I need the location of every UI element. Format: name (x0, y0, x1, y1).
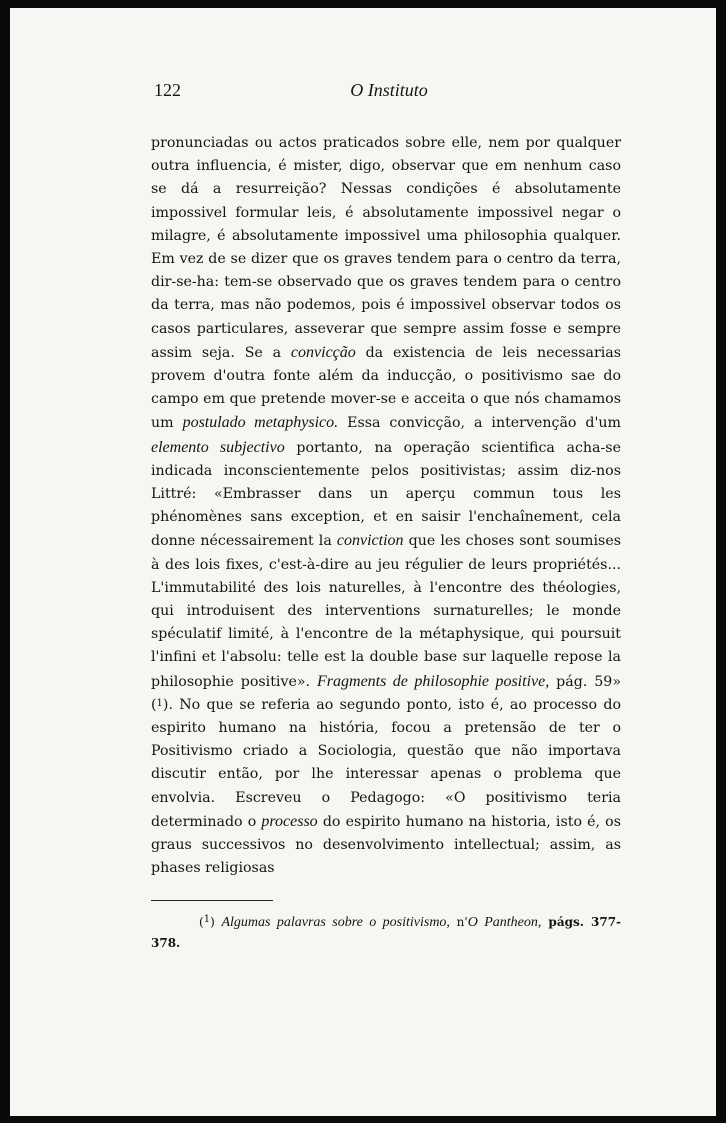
footnote-marker-number: 1 (203, 914, 211, 925)
footnote (151, 912, 621, 953)
footnote-text: n' (449, 915, 468, 929)
italic-term: postulado metaphysico. (182, 414, 339, 432)
body-paragraph (151, 132, 621, 881)
text-run: ). No que se referia ao segundo ponto, isto é, ao processo do espirito humano na história, focou a pretensão de ter o Positivismo criado a Sociologia, questão que não importava discutir então, por lhe interessar apenas o problema que envolvia. Escreveu o Pedagogo: «O positivismo teria determinado o (151, 696, 621, 830)
italic-term: processo (261, 812, 318, 830)
text-run: Essa convicção, a intervenção d'um (338, 415, 621, 432)
header-title: O Instituto (350, 80, 428, 100)
text-run: pronunciadas ou actos praticados sobre elle, nem por qualquer outra influencia, é mister, digo, observar que em nenhum caso se dá a resurreição? Nessas condições é absolutamente impossivel formular leis, é absolutamente impossivel negar o milagre, é absolutamente impossivel uma philosophia qualquer. Em vez de se dizer que os graves tendem para o centro da terra, dir-se-ha: tem-se observado que os graves tendem para o centro da terra, mas não podemos, pois é impossivel observar todos os casos particulares, asseverar que sempre assim fosse e sempre assim seja. Se a (151, 135, 621, 361)
text-run: da existencia de leis necessarias provem d'outra fonte além da inducção, o positivismo sae do campo em que pretende mover-se e acceita o que nós chamamos um (151, 344, 622, 432)
footnote-pages: págs. 377-378. (151, 915, 622, 950)
text-run: pág. 59» ( (151, 673, 621, 713)
footnote-marker-close: ) (210, 915, 222, 929)
text-run: que les choses sont soumises à des lois fixes, c'est-à-dire au jeu régulier de leurs propriétés... L'immutabilité des lois naturelles, à l'encontre des théologies, qui introduisent des interventions surnaturelles; le monde spéculatif limité, à l'encontre de la métaphysique, qui poursuit l'infini et l'absolu: telle est la double base sur laquelle repose la philosophie positive». (151, 533, 622, 690)
italic-term: elemento subjectivo (151, 438, 285, 456)
text-run: do espirito humano na historia, isto é, os graus successivos no desenvolvimento intellectual; assim, as phases religiosas (151, 813, 621, 877)
book-page (10, 8, 716, 1116)
italic-term: convicção (290, 343, 356, 361)
italic-citation: Fragments de philosophie positive, (317, 672, 550, 690)
footnote-journal: O Pantheon, (467, 915, 542, 930)
footnote-divider (151, 900, 273, 901)
text-run: portanto, na operação scientifica acha-se indicada inconscientemente pelos positivistas; assim diz-nos Littré: «Embrasser dans un aperçu commun tous les phénomènes sans exception, et en saisir l'enchaînement, cela donne nécessairement la (151, 439, 621, 550)
italic-term: conviction (336, 532, 404, 550)
footnote-marker-open: ( (199, 915, 204, 929)
footnote-reference: 1 (156, 697, 163, 709)
page-number: 122 (154, 80, 181, 100)
footnote-title: Algumas palavras sobre o positivismo, (221, 915, 450, 930)
running-head (154, 80, 624, 102)
